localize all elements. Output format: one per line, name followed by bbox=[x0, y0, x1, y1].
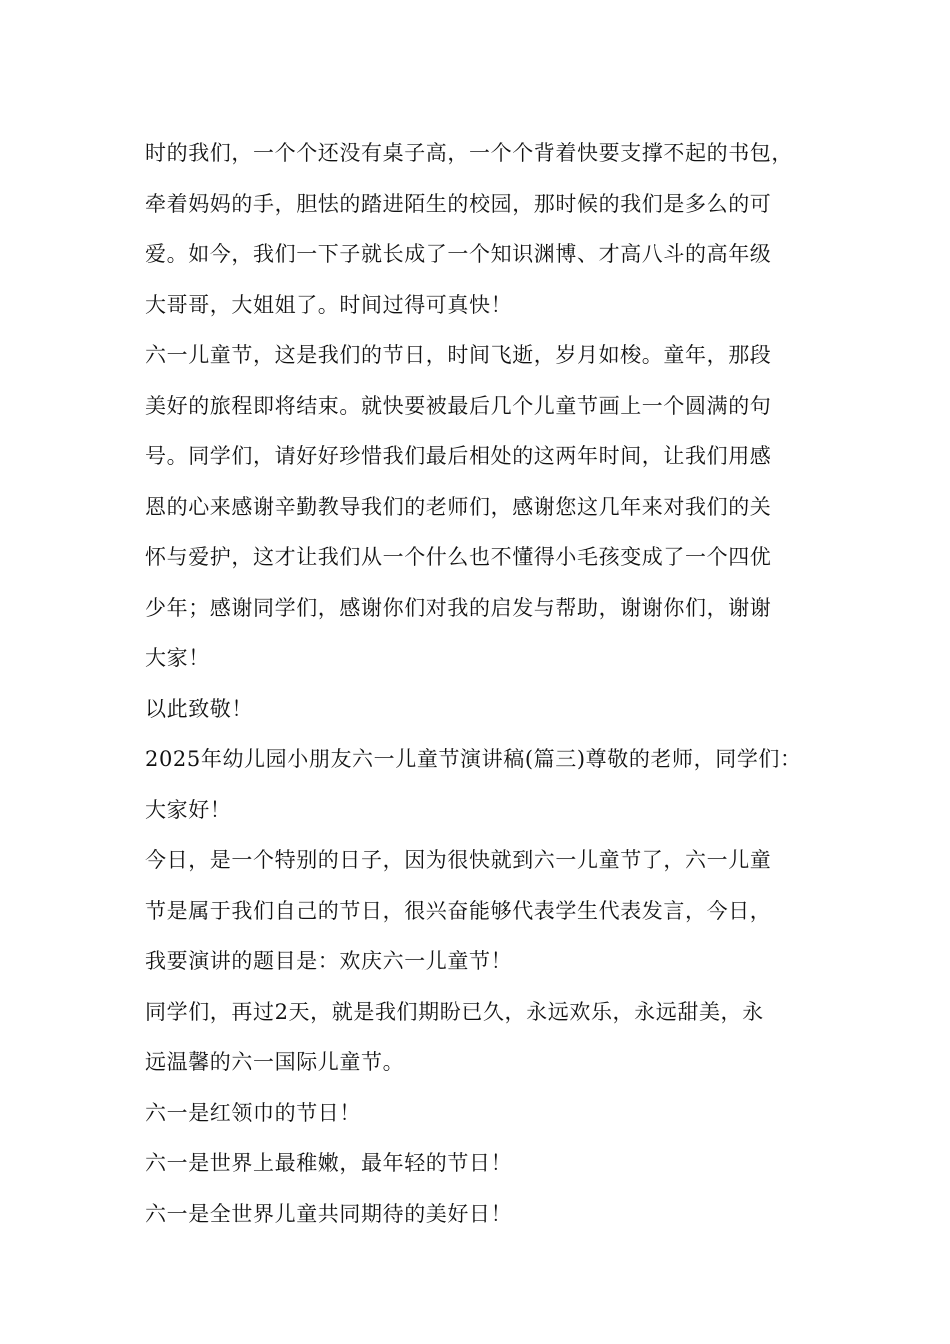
text-line: 同学们，再过2天，就是我们期盼已久，永远欢乐，永远甜美，永 bbox=[145, 999, 764, 1024]
text-line: 六一是世界上最稚嫩，最年轻的节日！ bbox=[145, 1151, 513, 1175]
text-line: 号。同学们，请好好珍惜我们最后相处的这两年时间，让我们用感 bbox=[145, 444, 772, 468]
text-line: 爱。如今，我们一下子就长成了一个知识渊博、才高八斗的高年级 bbox=[145, 242, 772, 266]
text-line: 六一是全世界儿童共同期待的美好日！ bbox=[145, 1201, 513, 1226]
text-line: 以此致敬！ bbox=[145, 696, 253, 721]
text-line: 六一是红领巾的节日！ bbox=[145, 1100, 361, 1125]
text-line: 美好的旅程即将结束。就快要被最后几个儿童节画上一个圆满的句 bbox=[145, 393, 772, 418]
text-line: 大哥哥，大姐姐了。时间过得可真快！ bbox=[145, 292, 513, 317]
heading-line: 2025年幼儿园小朋友六一儿童节演讲稿(篇三)尊敬的老师，同学们： bbox=[145, 747, 802, 771]
text-line: 大家！ bbox=[145, 646, 210, 670]
text-line: 我要演讲的题目是：欢庆六一儿童节！ bbox=[145, 949, 513, 973]
text-line: 大家好！ bbox=[145, 797, 232, 822]
text-line: 少年；感谢同学们，感谢你们对我的启发与帮助，谢谢你们，谢谢 bbox=[145, 595, 772, 620]
text-line: 牵着妈妈的手，胆怯的踏进陌生的校园，那时候的我们是多么的可 bbox=[145, 191, 772, 216]
text-line: 恩的心来感谢辛勤教导我们的老师们，感谢您这几年来对我们的关 bbox=[145, 494, 772, 519]
text-line: 节是属于我们自己的节日，很兴奋能够代表学生代表发言，今日， bbox=[145, 898, 772, 923]
text-line: 怀与爱护，这才让我们从一个什么也不懂得小毛孩变成了一个四优 bbox=[145, 545, 772, 569]
document-body bbox=[145, 128, 825, 1239]
text-line: 时的我们，一个个还没有桌子高，一个个背着快要支撑不起的书包， bbox=[145, 141, 793, 165]
text-line: 六一儿童节，这是我们的节日，时间飞逝，岁月如梭。童年，那段 bbox=[145, 343, 772, 367]
text-line: 今日，是一个特别的日子，因为很快就到六一儿童节了，六一儿童 bbox=[145, 848, 772, 872]
text-line: 远温馨的六一国际儿童节。 bbox=[145, 1050, 405, 1074]
